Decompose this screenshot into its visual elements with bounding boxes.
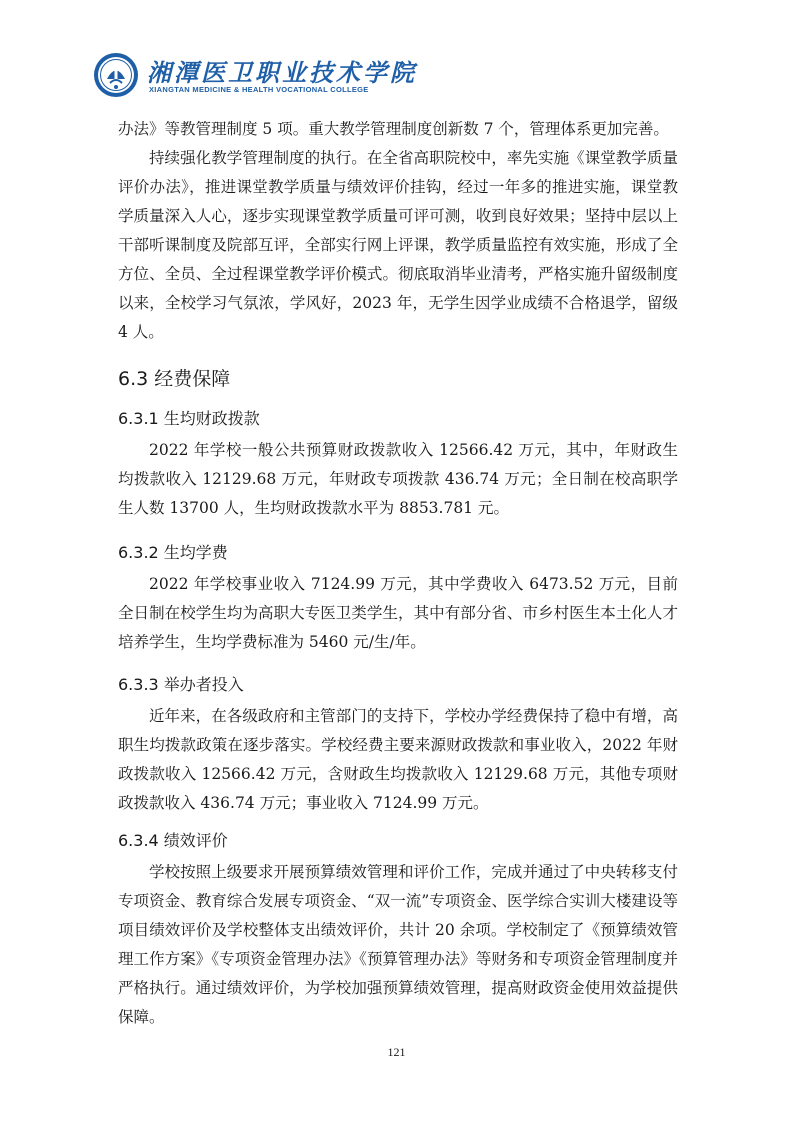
paragraph: 持续强化教学管理制度的执行。在全省高职院校中，率先实施《课堂教学质量评价办法》，推进课堂教学质量与绩效评价挂钩，经过一年多的推进实施，课堂教学质量深入人心，逐步实现课堂教学质量可评可测，收到良好效果；坚持中层以上干部听课制度及院部互评，全部实行网上评课，教学质量监控有效实施，形成了全方位、全员、全过程课堂教学评价模式。彻底取消毕业清考，严格实施升留级制度以来，全校学习气氛浓，学风好，2023 年，无学生因学业成绩不合格退学，留级 4 人。 (118, 149, 678, 341)
subsection-heading-6-3-1: 6.3.1 生均财政拨款 (118, 409, 260, 428)
subsection-heading-6-3-2: 6.3.2 生均学费 (118, 543, 228, 562)
text-block-6-3-3 (118, 702, 678, 818)
school-name-cn: 湘潭医卫职业技术学院 (147, 58, 417, 87)
subsection-heading-6-3-4: 6.3.4 绩效评价 (118, 831, 228, 850)
section-heading-6-3: 6.3 经费保障 (118, 368, 231, 390)
school-name-en: XIANGTAN MEDICINE & HEALTH VOCATIONAL COLLEGE (149, 85, 369, 94)
text-block-6-3-1 (118, 436, 678, 523)
text-block-continuation (118, 115, 678, 347)
subsection-heading-6-3-3: 6.3.3 举办者投入 (118, 675, 244, 694)
paragraph: 办法》等教管理制度 5 项。重大教学管理制度创新数 7 个，管理体系更加完善。 (118, 120, 669, 138)
page-number: 121 (387, 1045, 406, 1059)
text-block-6-3-4 (118, 858, 678, 1032)
college-emblem-icon (93, 52, 139, 98)
paragraph: 学校按照上级要求开展预算绩效管理和评价工作，完成并通过了中央转移支付专项资金、教育综合发展专项资金、“双一流”专项资金、医学综合实训大楼建设等项目绩效评价及学校整体支出绩效评价，共计 20 余项。学校制定了《预算绩效管理工作方案》《专项资金管理办法》《预算管理办法》等财务和专项资金管理制度并严格执行。通过绩效评价，为学校加强预算绩效管理，提高财政资金使用效益提供保障。 (118, 863, 678, 1026)
paragraph: 2022 年学校一般公共预算财政拨款收入 12566.42 万元，其中，年财政生均拨款收入 12129.68 万元，年财政专项拨款 436.74 万元；全日制在校高职学生人数 13700 人，生均财政拨款水平为 8853.781 元。 (118, 441, 678, 517)
paragraph: 近年来，在各级政府和主管部门的支持下，学校办学经费保持了稳中有增，高职生均拨款政策在逐步落实。学校经费主要来源财政拨款和事业收入，2022 年财政拨款收入 12566.42 万元，含财政生均拨款收入 12129.68 万元，其他专项财政拨款收入 436.74 万元；事业收入 7124.99 万元。 (118, 707, 678, 812)
page-header (93, 52, 713, 100)
text-block-6-3-2 (118, 570, 678, 657)
paragraph: 2022 年学校事业收入 7124.99 万元，其中学费收入 6473.52 万元，目前全日制在校学生均为高职大专医卫类学生，其中有部分省、市乡村医生本土化人才培养学生，生均学费标准为 5460 元/生/年。 (118, 575, 678, 651)
